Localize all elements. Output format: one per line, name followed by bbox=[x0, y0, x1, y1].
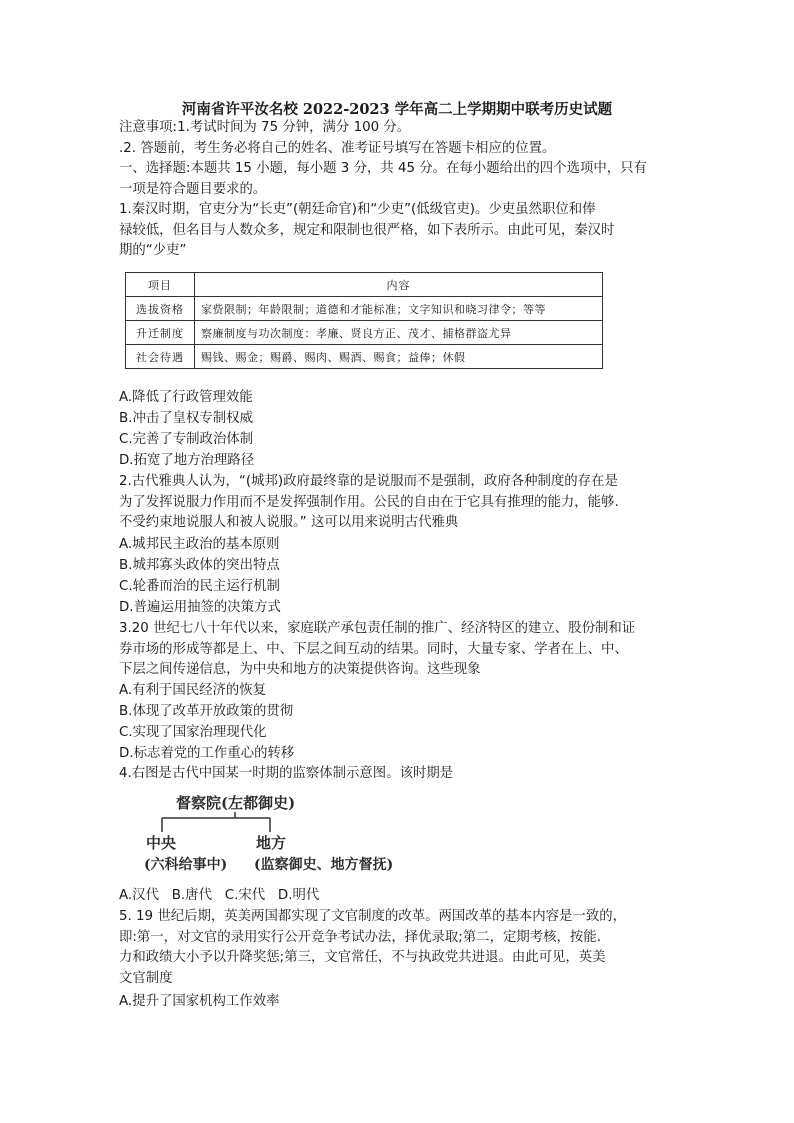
table-cell: 赐钱、赐金；赐爵、赐肉、赐酒、赐食；益俸；休假 bbox=[195, 345, 603, 369]
section-line: 一、选择题:本题共 15 小题，每小题 3 分，共 45 分。在每小题给出的四个选项中，只有 bbox=[119, 161, 647, 176]
q4-options[interactable]: A.汉代 B.唐代 C.宋代 D.明代 bbox=[119, 888, 320, 903]
q3-option-a[interactable]: A.有利于国民经济的恢复 bbox=[119, 683, 267, 698]
diagram-top-node: 督察院(左都御史) bbox=[176, 794, 296, 812]
stem-line: 文官制度 bbox=[119, 970, 173, 986]
table-cell: 察廉制度与功次制度：孝廉、贤良方正、茂才、捕格群盗尤异 bbox=[195, 321, 603, 345]
q1-option-d[interactable]: D.拓宽了地方治理路径 bbox=[119, 453, 255, 468]
exam-title: 河南省许平汝名校 2022-2023 学年高二上学期期中联考历史试题 bbox=[181, 101, 613, 118]
stem-line: 2.古代雅典人认为，“(城邦)政府最终靠的是说服而不是强制，政府各种制度的存在是 bbox=[119, 474, 618, 489]
diagram-local-node: 地方 bbox=[256, 834, 287, 852]
stem-line: 禄较低，但名目与人数众多，规定和限制也很严格，如下表所示。由此可见，秦汉时 bbox=[119, 222, 615, 238]
table-header-row bbox=[126, 273, 603, 297]
stem-line: 券市场的形成等都是上、中、下层之间互动的结果。同时，大量专家、学者在上、中、 bbox=[119, 641, 628, 657]
diagram-central-detail: (六科给事中) bbox=[144, 857, 228, 873]
question-3-stem bbox=[119, 619, 659, 681]
stem-line: 期的“少吏” bbox=[119, 243, 187, 259]
stem-line: 4.右图是古代中国某一时期的监察体制示意图。该时期是 bbox=[119, 766, 454, 781]
stem-line: 5. 19 世纪后期，英美两国都实现了文官制度的改革。两国改革的基本内容是一致的， bbox=[119, 909, 626, 924]
diagram-local-detail: (监察御史、地方督抚) bbox=[254, 857, 394, 873]
question-2-stem bbox=[119, 472, 659, 534]
q3-option-d[interactable]: D.标志着党的工作重心的转移 bbox=[119, 746, 295, 761]
table-cell: 升迁制度 bbox=[126, 321, 195, 345]
question-1-table bbox=[125, 272, 603, 369]
section-line: 一项是符合题目要求的。 bbox=[119, 181, 267, 197]
table-header: 项目 bbox=[126, 273, 195, 297]
q1-option-c[interactable]: C.完善了专制政治体制 bbox=[119, 432, 254, 447]
table-cell: 选拔资格 bbox=[126, 297, 195, 321]
supervision-system-diagram bbox=[140, 790, 440, 882]
table-row bbox=[126, 297, 603, 321]
notice-line: 注意事项:1.考试时间为 75 分钟，满分 100 分。 bbox=[119, 120, 411, 135]
table-row bbox=[126, 321, 603, 345]
q5-option-a[interactable]: A.提升了国家机构工作效率 bbox=[119, 994, 280, 1009]
stem-line: 3.20 世纪七八十年代以来，家庭联产承包责任制的推广、经济特区的建立、股份制和证 bbox=[119, 621, 636, 636]
stem-line: 即:第一，对文官的录用实行公开竞争考试办法，择优录取;第二，定期考核，按能. bbox=[119, 929, 601, 945]
stem-line: 力和政绩大小予以升降奖惩;第三，文官常任，不与执政党共进退。由此可见，英美 bbox=[119, 950, 606, 966]
stem-line: 为了发挥说服力作用而不是发挥强制作用。公民的自由在于它具有推理的能力，能够. bbox=[119, 494, 619, 510]
q3-option-b[interactable]: B.体现了改革开放政策的贯彻 bbox=[119, 704, 294, 719]
table-row bbox=[126, 345, 603, 369]
q2-option-b[interactable]: B.城邦寡头政体的突出特点 bbox=[119, 558, 280, 573]
table-header: 内容 bbox=[195, 273, 603, 297]
q2-option-a[interactable]: A.城邦民主政治的基本原则 bbox=[119, 537, 280, 552]
q1-option-a[interactable]: A.降低了行政管理效能 bbox=[119, 390, 253, 405]
question-1-stem bbox=[119, 200, 659, 262]
q3-option-c[interactable]: C.实现了国家治理现代化 bbox=[119, 725, 267, 740]
table-cell: 社会待遇 bbox=[126, 345, 195, 369]
notice-line: .2. 答题前，考生务必将自己的姓名、准考证号填写在答题卡相应的位置。 bbox=[119, 140, 556, 156]
stem-line: 不受约束地说服人和被人说服。” 这可以用来说明古代雅典 bbox=[119, 515, 459, 531]
q2-option-d[interactable]: D.普遍运用抽签的决策方式 bbox=[119, 600, 281, 615]
stem-line: 下层之间传递信息，为中央和地方的决策提供咨询。这些现象 bbox=[119, 662, 481, 678]
q1-option-b[interactable]: B.冲击了皇权专制权威 bbox=[119, 411, 253, 426]
section-instructions bbox=[119, 159, 659, 200]
diagram-central-node: 中央 bbox=[146, 834, 177, 852]
notice-block bbox=[119, 118, 659, 159]
q2-option-c[interactable]: C.轮番而治的民主运行机制 bbox=[119, 579, 280, 594]
stem-line: 1.秦汉时期，官吏分为“长吏”(朝廷命官)和“少吏”(低级官吏)。少吏虽然职位和俸 bbox=[119, 202, 596, 217]
question-5-stem bbox=[119, 907, 659, 989]
table-cell: 家赀限制；年龄限制；道德和才能标准；文字知识和晓习律令；等等 bbox=[195, 297, 603, 321]
question-4-stem bbox=[119, 764, 659, 785]
